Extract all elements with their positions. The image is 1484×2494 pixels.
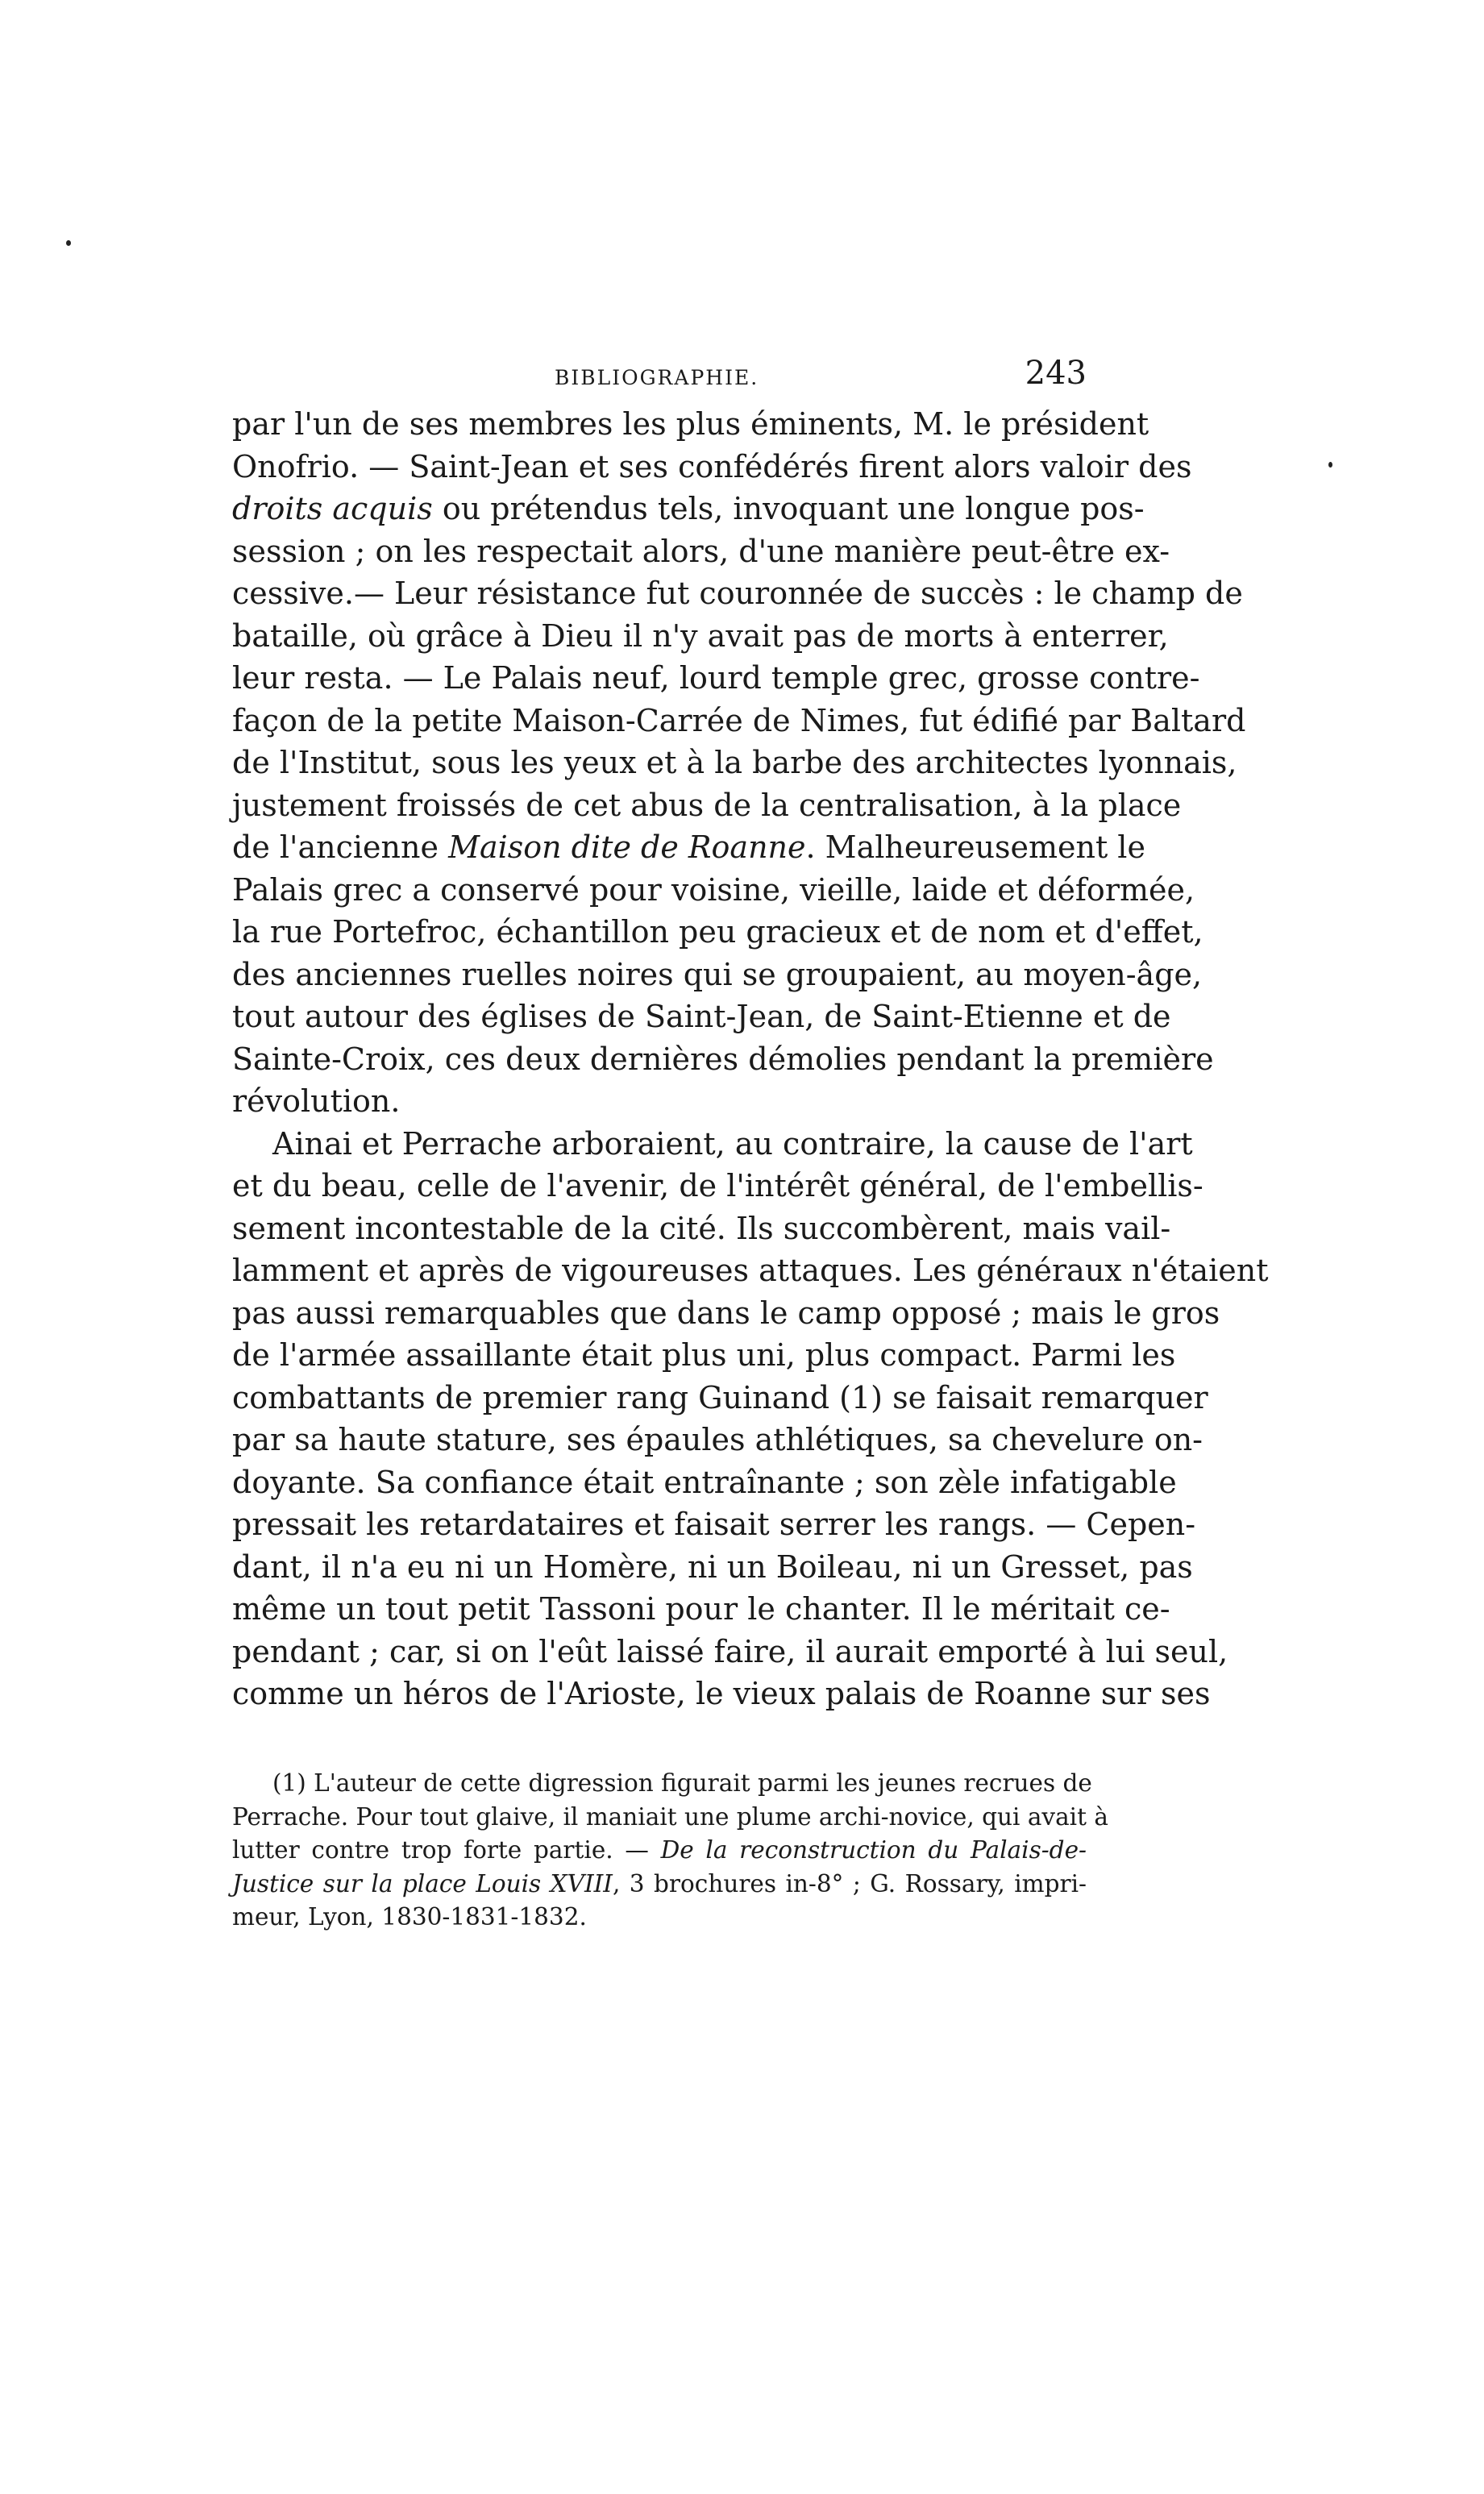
scan-speck	[66, 240, 71, 246]
text-line	[232, 488, 1145, 530]
footnote-line	[232, 1868, 1087, 1902]
text-line: justement froissés de cet abus de la centralisation, à la place	[232, 787, 1182, 823]
text-line: de l'armée assaillante était plus uni, plus compact. Parmi les	[232, 1337, 1176, 1373]
text-segment: lutter contre trop forte partie. —	[232, 1836, 661, 1864]
footnote-line: (1) L'auteur de cette digression figurait parmi les jeunes recrues de	[272, 1769, 1092, 1797]
scan-speck	[1328, 462, 1332, 468]
italic-title: Justice sur la place Louis XVIII	[232, 1869, 613, 1898]
text-line: pressait les retardataires et faisait serrer les rangs. — Cepen-	[232, 1507, 1196, 1542]
text-line	[232, 826, 1145, 869]
text-segment: ou prétendus tels, invoquant une longue pos-	[432, 491, 1145, 526]
text-line: pas aussi remarquables que dans le camp opposé ; mais le gros	[232, 1295, 1220, 1331]
text-line: session ; on les respectait alors, d'une manière peut-être ex-	[232, 533, 1170, 569]
footnote	[232, 1767, 1108, 1935]
text-line: dant, il n'a eu ni un Homère, ni un Boileau, ni un Gresset, pas	[232, 1548, 1193, 1585]
text-line: tout autour des églises de Saint-Jean, de Saint-Etienne et de	[232, 999, 1171, 1034]
text-line: Palais grec a conservé pour voisine, vieille, laide et déformée,	[232, 871, 1195, 908]
text-line: comme un héros de l'Arioste, le vieux palais de Roanne sur ses	[232, 1676, 1211, 1711]
text-line: Ainai et Perrache arboraient, au contraire, la cause de l'art	[272, 1125, 1193, 1162]
text-line: Onofrio. — Saint-Jean et ses confédérés firent alors valoir des	[232, 448, 1192, 484]
footnote-line	[232, 1834, 1087, 1868]
text-segment: . Malheureusement le	[805, 829, 1145, 865]
text-line: par l'un de ses membres les plus éminents, M. le président	[232, 406, 1149, 442]
text-segment: de l'ancienne	[232, 829, 449, 865]
running-header	[232, 355, 1087, 403]
text-line: leur resta. — Le Palais neuf, lourd temple grec, grosse contre-	[232, 660, 1200, 696]
text-line: et du beau, celle de l'avenir, de l'intérêt général, de l'embellis-	[232, 1168, 1203, 1203]
footnote-line: Perrache. Pour tout glaive, il maniait une plume archi-novice, qui avait à	[232, 1802, 1108, 1831]
text-line: façon de la petite Maison-Carrée de Nimes, fut édifié par Baltard	[232, 702, 1246, 738]
text-line: Sainte-Croix, ces deux dernières démolies pendant la première	[232, 1041, 1214, 1077]
text-line: cessive.— Leur résistance fut couronnée de succès : le champ de	[232, 576, 1243, 611]
text-line: sement incontestable de la cité. Ils succombèrent, mais vail-	[232, 1210, 1171, 1246]
footnote-line: meur, Lyon, 1830-1831-1832.	[232, 1903, 587, 1931]
text-line: des anciennes ruelles noires qui se groupaient, au moyen-âge,	[232, 956, 1203, 992]
italic-term: droits acquis	[232, 491, 433, 526]
text-line: de l'Institut, sous les yeux et à la barbe des architectes lyonnais,	[232, 745, 1237, 780]
text-line: la rue Portefroc, échantillon peu gracieux et de nom et d'effet,	[232, 914, 1203, 950]
text-line: par sa haute stature, ses épaules athlétiques, sa chevelure on-	[232, 1422, 1203, 1457]
text-segment: , 3 brochures in-8° ; G. Rossary, impri-	[612, 1869, 1087, 1898]
italic-title: De la reconstruction du Palais-de-	[660, 1836, 1087, 1864]
page-number: 243	[1025, 355, 1087, 392]
text-line: même un tout petit Tassoni pour le chanter. Il le méritait ce-	[232, 1591, 1170, 1627]
text-line: lamment et après de vigoureuses attaques. Les généraux n'étaient	[232, 1253, 1269, 1288]
italic-term: Maison dite de Roanne	[448, 829, 806, 865]
text-line: doyante. Sa confiance était entraînante ; son zèle infatigable	[232, 1464, 1177, 1500]
body-text	[232, 403, 1269, 1715]
text-line: révolution.	[232, 1083, 401, 1119]
text-line: bataille, où grâce à Dieu il n'y avait pas de morts à enterrer,	[232, 617, 1169, 654]
text-line: combattants de premier rang Guinand (1) se faisait remarquer	[232, 1379, 1208, 1415]
text-line: pendant ; car, si on l'eût laissé faire, il aurait emporté à lui seul,	[232, 1633, 1228, 1669]
running-title: BIBLIOGRAPHIE.	[555, 366, 759, 389]
